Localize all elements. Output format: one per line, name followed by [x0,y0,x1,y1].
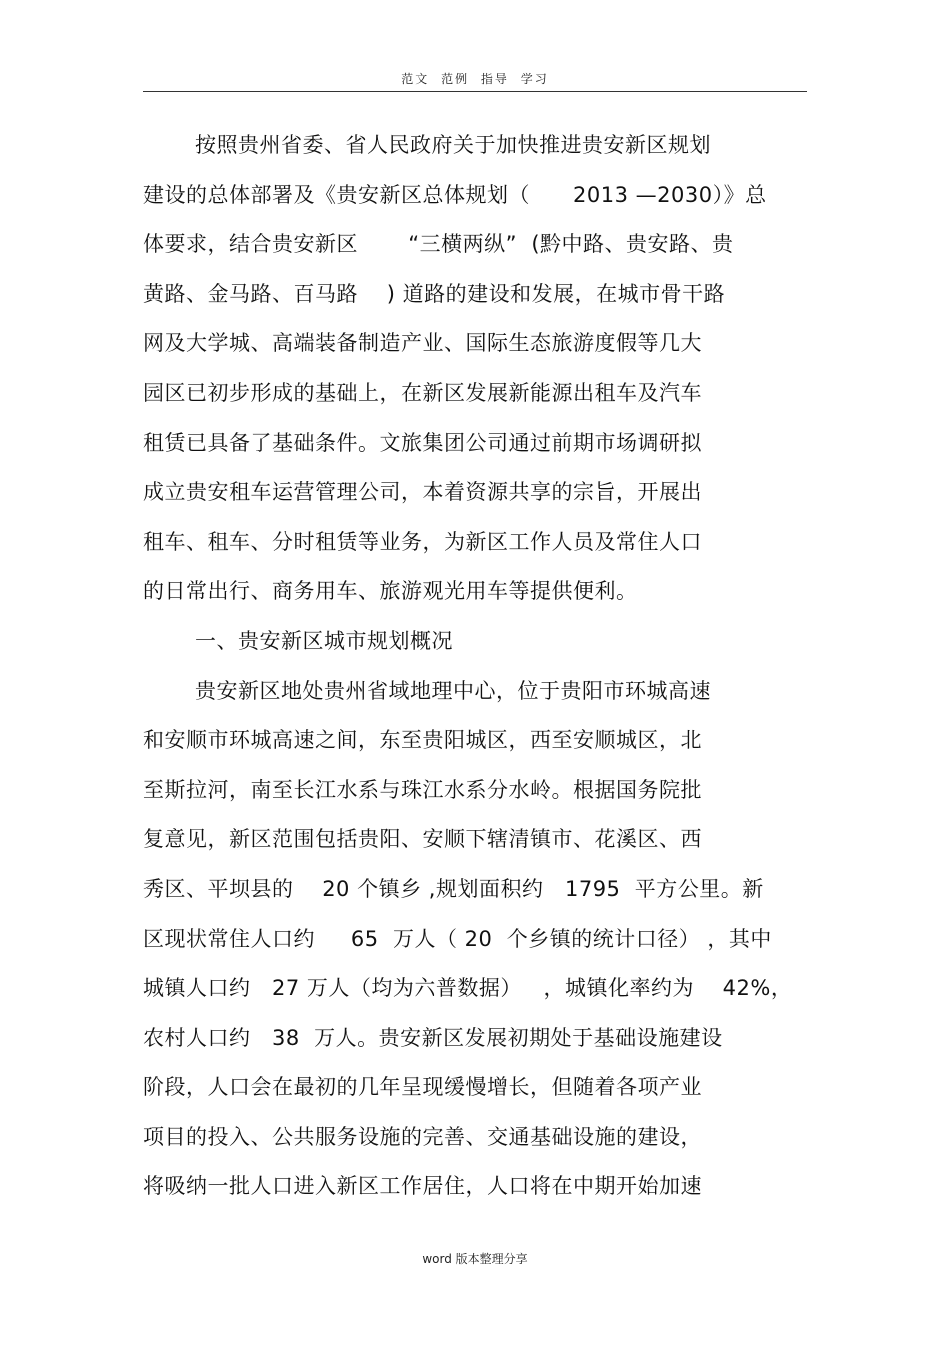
text-line: 贵安新区地处贵州省域地理中心，位于贵阳市环城高速 [195,678,711,703]
text-line: 区现状常住人口约 65 万人（ 20 个乡镇的统计口径） ，其中 [143,926,772,951]
page-header: 范文 范例 指导 学习 [401,72,549,86]
text-line: 复意见，新区范围包括贵阳、安顺下辖清镇市、花溪区、西 [143,827,702,852]
header-divider [143,91,807,92]
text-line: 的日常出行、商务用车、旅游观光用车等提供便利。 [143,579,638,604]
text-line: 按照贵州省委、省人民政府关于加快推进贵安新区规划 [195,133,711,157]
text-line: 农村人口约 38 万人。贵安新区发展初期处于基础设施建设 [143,1025,723,1050]
text-line: 黄路、金马路、百马路 ) 道路的建设和发展，在城市骨干路 [143,281,726,306]
text-line: 至斯拉河，南至长江水系与珠江水系分水岭。根据国务院批 [143,777,702,802]
text-line: 租赁已具备了基础条件。文旅集团公司通过前期市场调研拟 [143,430,702,455]
text-line: 建设的总体部署及《贵安新区总体规划（ 2013 —2030）》总 [143,182,767,207]
text-line: 秀区、平坝县的 20 个镇乡 ,规划面积约 1795 平方公里。新 [143,876,764,901]
text-line: 一、贵安新区城市规划概况 [195,628,453,653]
text-line: 城镇人口约 27 万人（均为六普数据） ，城镇化率约为 42%， [143,976,793,1001]
text-line: 网及大学城、高端装备制造产业、国际生态旅游度假等几大 [143,331,702,356]
text-line: 项目的投入、公共服务设施的完善、交通基础设施的建设， [143,1124,702,1149]
text-line: 园区已初步形成的基础上，在新区发展新能源出租车及汽车 [143,380,702,405]
document-body [143,124,823,1215]
text-line: 阶段，人口会在最初的几年呈现缓慢增长，但随着各项产业 [143,1075,702,1100]
page-footer: word 版本整理分享 [422,1252,528,1266]
text-line: 成立贵安租车运营管理公司，本着资源共享的宗旨，开展出 [143,480,702,505]
text-line: 体要求，结合贵安新区 “三横两纵” (黔中路、贵安路、贵 [143,232,734,257]
text-line: 租车、租车、分时租赁等业务，为新区工作人员及常住人口 [143,529,702,554]
text-line: 将吸纳一批人口进入新区工作居住，人口将在中期开始加速 [143,1174,702,1199]
text-line: 和安顺市环城高速之间，东至贵阳城区，西至安顺城区，北 [143,728,702,753]
